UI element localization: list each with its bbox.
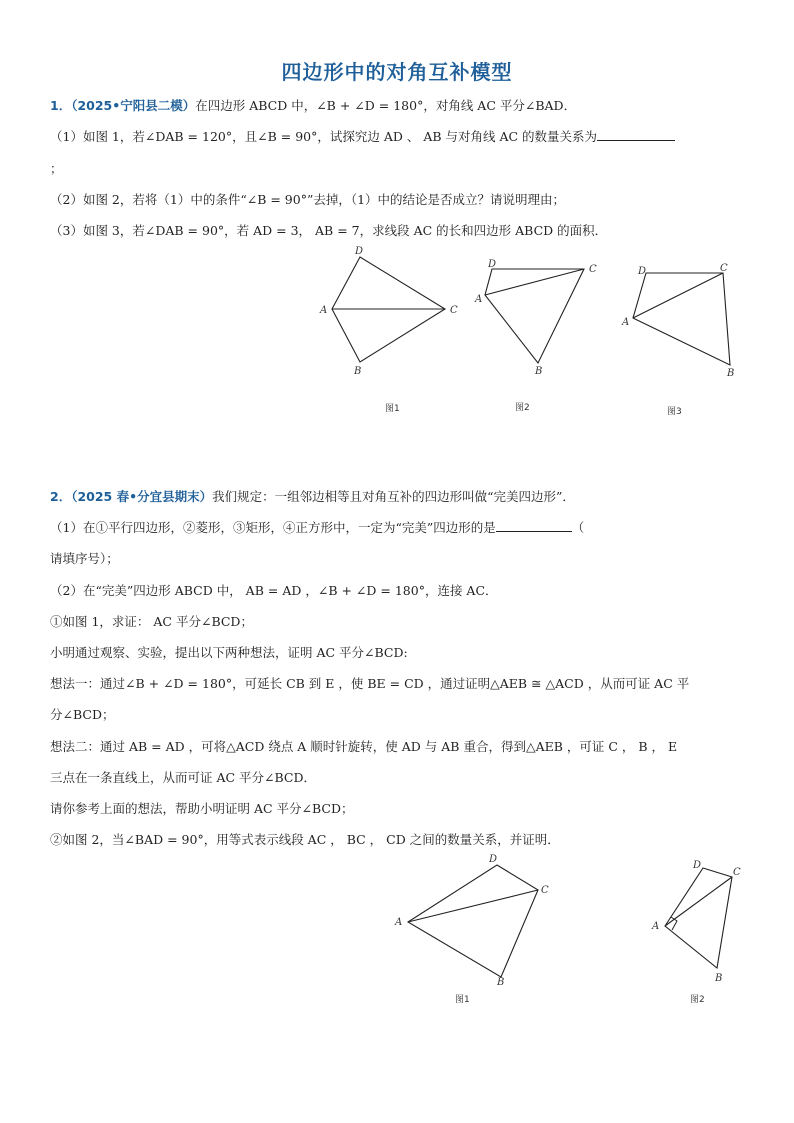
q2-sub1: ①如图 1，求证： AC 平分∠BCD； bbox=[50, 614, 253, 629]
vertex-label-c: C bbox=[733, 867, 741, 878]
q1-part1: （1）如图 1，若∠DAB = 120°，且∠B = 90°，试探究边 AD 、 AB 与对角线 AC 的数量关系为 bbox=[50, 129, 598, 144]
vertex-label-a: A bbox=[622, 317, 630, 328]
vertex-label-b: B bbox=[715, 973, 723, 984]
q2-sub1-intro: 小明通过观察、实验，提出以下两种想法，证明 AC 平分∠BCD: bbox=[50, 645, 408, 660]
vertex-label-c: C bbox=[450, 305, 458, 316]
vertex-label-a: A bbox=[395, 917, 403, 928]
q2-part2: （2）在“完美”四边形 ABCD 中， AB = AD ，∠B + ∠D = 180°，连接 AC． bbox=[50, 583, 498, 598]
q2-fig1-caption: 图1 bbox=[455, 995, 470, 1005]
q2-stem-line bbox=[50, 488, 575, 506]
vertex-label-a: A bbox=[475, 294, 483, 305]
q2-number: 2． bbox=[50, 489, 72, 504]
q1-part1-line bbox=[50, 128, 675, 146]
vertex-label-d: D bbox=[355, 246, 364, 257]
vertex-label-d: D bbox=[638, 266, 647, 277]
q2-sub1-request: 请你参考上面的想法，帮助小明证明 AC 平分∠BCD； bbox=[50, 801, 354, 816]
vertex-label-b: B bbox=[354, 366, 362, 377]
vertex-label-a: A bbox=[320, 305, 328, 316]
q2-answer-blank[interactable] bbox=[496, 519, 572, 532]
q2-figure-1 bbox=[393, 852, 563, 1012]
vertex-label-d: D bbox=[489, 854, 498, 865]
vertex-label-b: B bbox=[727, 368, 735, 379]
q1-answer-blank[interactable] bbox=[597, 128, 675, 141]
vertex-label-b: B bbox=[497, 977, 505, 988]
q1-source: （2025•宁阳县二模） bbox=[71, 98, 196, 113]
vertex-label-c: C bbox=[541, 885, 549, 896]
vertex-label-c: C bbox=[589, 264, 597, 275]
q2-figure-2 bbox=[650, 856, 750, 1011]
q1-figure-3 bbox=[620, 262, 750, 420]
q2-sub2: ②如图 2，当∠BAD = 90°，用等式表示线段 AC ， BC ， CD 之间的数量关系，并证明． bbox=[50, 832, 560, 847]
q1-stem-line bbox=[50, 97, 576, 115]
q1-part2: （2）如图 2，若将（1）中的条件“∠B = 90°”去掉，（1）中的结论是否成立？请说明理由； bbox=[50, 192, 566, 207]
vertex-label-b: B bbox=[535, 366, 543, 377]
q2-source: （2025 春•分宜县期末） bbox=[71, 489, 213, 504]
q2-part1a: （1）在①平行四边形，②菱形，③矩形，④正方形中，一定为“完美”四边形的是 bbox=[50, 520, 496, 535]
q1-figure-2 bbox=[475, 258, 605, 418]
q1-stem: 在四边形 ABCD 中，∠B + ∠D = 180°，对角线 AC 平分∠BAD． bbox=[195, 98, 577, 113]
q2-idea1b: 分∠BCD； bbox=[50, 707, 115, 722]
q2-part1a-end: （ bbox=[571, 520, 585, 535]
vertex-label-a: A bbox=[652, 921, 660, 932]
vertex-label-d: D bbox=[693, 860, 702, 871]
q2-part1-line bbox=[50, 519, 584, 537]
q2-fig2-caption: 图2 bbox=[690, 995, 705, 1005]
q1-part3: （3）如图 3，若∠DAB = 90°，若 AD = 3， AB = 7，求线段 AC 的长和四边形 ABCD 的面积． bbox=[50, 223, 608, 238]
q2-idea2a: 想法二：通过 AB = AD ，可将△ACD 绕点 A 顺时针旋转，使 AD 与 AB 重合，得到△AEB ，可证 C ， B ， E bbox=[50, 739, 678, 754]
q2-idea1a: 想法一：通过∠B + ∠D = 180°，可延长 CB 到 E ，使 BE = CD ，通过证明△AEB ≅ △ACD ，从而可证 AC 平 bbox=[50, 676, 690, 691]
q2-part1b: 请填序号）； bbox=[50, 551, 119, 566]
q1-figure-1 bbox=[315, 246, 465, 415]
q2-stem: 我们规定：一组邻边相等且对角互补的四边形叫做“完美四边形”． bbox=[212, 489, 575, 504]
q1-fig3-caption: 图3 bbox=[667, 407, 682, 417]
vertex-label-d: D bbox=[488, 259, 497, 270]
q1-part1-end: ； bbox=[50, 161, 63, 176]
page-title: 四边形中的对角互补模型 bbox=[281, 60, 513, 84]
q1-fig1-caption: 图1 bbox=[385, 404, 400, 414]
vertex-label-c: C bbox=[720, 263, 728, 274]
q1-fig2-caption: 图2 bbox=[515, 403, 530, 413]
q2-idea2b: 三点在一条直线上，从而可证 AC 平分∠BCD． bbox=[50, 770, 317, 785]
q1-number: 1． bbox=[50, 98, 72, 113]
